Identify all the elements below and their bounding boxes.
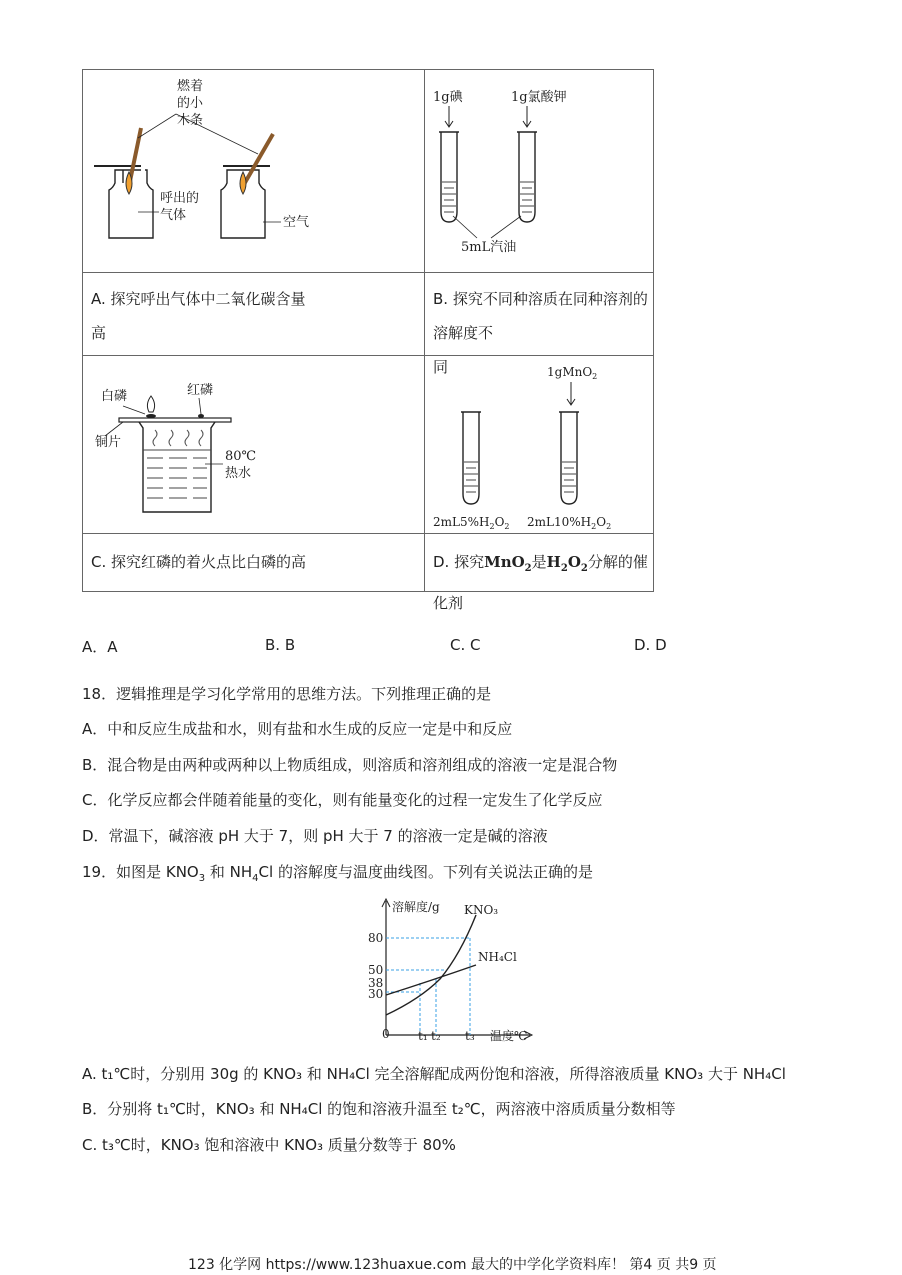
option-b: B. B (265, 636, 296, 654)
label-right-tube: $2mL10\%H_2O_2$ (527, 515, 612, 531)
label-breath: 气体 (160, 208, 187, 223)
figure-a-breath-experiment (83, 70, 423, 270)
figure-d-catalyst (425, 356, 655, 532)
x-tick-label: t₃ (465, 1029, 475, 1043)
option-a: A．A (82, 638, 118, 656)
label-white-phosphorus: 白磷 (101, 389, 128, 404)
label-kclo3: 1g氯酸钾 (511, 90, 567, 105)
figure-b-solubility-tubes (425, 70, 655, 270)
cell-c-caption: C. 探究红磷的着火点比白磷的高 (91, 553, 307, 571)
label-mno2: 1gMnO (547, 365, 593, 379)
q18-stem: 18．逻辑推理是学习化学常用的思维方法。下列推理正确的是 (82, 685, 492, 703)
q18-option-b: B．混合物是由两种或两种以上物质组成，则溶质和溶剂组成的溶液一定是混合物 (82, 756, 618, 774)
option-d: D. D (634, 636, 667, 654)
label-iodine: 1g碘 (433, 90, 463, 105)
x-tick-label: t₂ (431, 1029, 441, 1043)
label-red-phosphorus: 红磷 (187, 383, 214, 398)
series-label-kno3: KNO₃ (464, 903, 499, 917)
table-divider (83, 533, 653, 534)
q18-option-a: A．中和反应生成盐和水，则有盐和水生成的反应一定是中和反应 (82, 720, 513, 738)
experiment-table (82, 69, 654, 612)
q19-option-c: C. t₃℃时，KNO₃ 饱和溶液中 KNO₃ 质量分数等于 80% (82, 1136, 456, 1154)
figure-c-phosphorus (83, 356, 423, 532)
y-tick-label: 50 (368, 963, 384, 977)
y-tick-label: 38 (368, 976, 384, 990)
label-hot-water: 热水 (225, 466, 252, 481)
svg-text:1gMnO2: 1gMnO$_2$ (547, 365, 598, 381)
label-burning: 燃着 (177, 79, 204, 94)
y-tick-label: 0 (382, 1027, 390, 1041)
y-axis-label: 溶解度/g (392, 900, 440, 914)
page-footer: 123 化学网 https://www.123huaxue.com 最大的中学化学资料库！ 第4 页 共9 页 (188, 1257, 717, 1273)
label-stick: 木条 (177, 113, 204, 128)
label-copper-sheet: 铜片 (95, 435, 122, 450)
q19-stem: 19．如图是 $KNO_3$ 和 $NH_4Cl$ 的溶解度与温度曲线图。下列有关说法正确的是 (82, 863, 593, 884)
cell-a-caption: A. 探究呼出气体中二氧化碳含量 高 (91, 290, 306, 342)
solubility-chart (360, 895, 540, 1045)
y-tick-label: 80 (368, 931, 384, 945)
q19-option-a: A. t₁℃时，分别用 30g 的 KNO₃ 和 NH₄Cl 完全溶解配成两份饱和溶液，所得溶液质量 KNO₃ 大于 NH₄Cl (82, 1065, 786, 1083)
table-divider (83, 272, 653, 273)
cell-d-caption: D. 探究MnO$_2$是$H_2O_2$分解的催化剂 (433, 553, 648, 612)
label-temperature: 80℃ (225, 449, 257, 464)
x-axis-label: 温度℃ (490, 1029, 528, 1043)
option-c: C. C (450, 636, 481, 654)
label-burning: 的小 (177, 96, 204, 111)
q18-option-c: C．化学反应都会伴随着能量的变化，则有能量变化的过程一定发生了化学反应 (82, 791, 603, 809)
label-breath: 呼出的 (160, 191, 200, 206)
label-air: 空气 (283, 215, 310, 230)
y-tick-label: 30 (368, 987, 384, 1001)
cell-b-caption: B. 探究不同种溶质在同种溶剂的溶解度不 同 (433, 290, 648, 376)
label-left-tube: $2mL5\%H_2O_2$ (433, 515, 510, 531)
q19-option-b: B．分别将 t₁℃时，KNO₃ 和 NH₄Cl 的饱和溶液升温至 t₂℃，两溶液中溶质质量分数相等 (82, 1100, 676, 1118)
label-gasoline: 5mL汽油 (461, 240, 517, 255)
q18-option-d: D．常温下，碱溶液 pH 大于 7，则 pH 大于 7 的溶液一定是碱的溶液 (82, 827, 548, 845)
x-tick-label: t₁ (418, 1029, 428, 1043)
series-label-nh4cl: NH₄Cl (478, 950, 517, 964)
kno3-curve (386, 915, 476, 1015)
